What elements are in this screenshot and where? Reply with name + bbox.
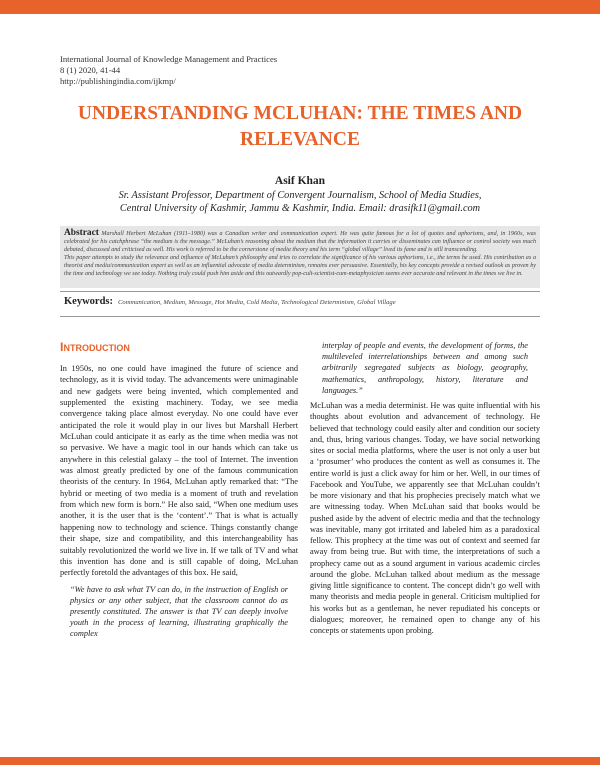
abstract-paragraph-2: This paper attempts to study the relevance and influence of McLuhan’s philosophy and tries to correlate the significance of his various aphorisms, i.e., the terms he used. His contribution as a theorist and media/communication expert as well as an influential advocate of media determinism, remains ever persuasive. Essentially, his key concepts provide a revised outlook as proven by the time and technology we see today. Nothing truly could push him aside and this outwardly pop-cult-scientist-cum-metaphysician seems ever accurate and relevant in the times we live in. xyxy=(64,255,536,278)
keywords-text: Communication, Medium, Message, Hot Media, Cold Media, Technological Determinism, Global Village xyxy=(118,299,396,306)
top-accent-bar xyxy=(0,0,600,14)
right-column xyxy=(310,340,540,636)
affiliation-line-1: Sr. Assistant Professor, Department of Convergent Journalism, School of Media Studies, xyxy=(118,190,482,201)
determinism-paragraph: McLuhan was a media determinist. He was quite influential with his thoughts about evolution and advancement of technology. He believed that technology could easily alter and condition our society and, thus, bring various changes. Today, we have social networking sites or social media platforms, where the user is not only a user but a ‘prosumer’ who produces the content as well as consumes it. The entire world is just a click away for him or her. Well, in our times of Facebook and YouTube, we apparently see that McLuhan couldn’t be more visionary and that his prophecies precisely match what we are witnessing today. When McLuhan said that books would be pushed aside by the advent of electric media and that the technology was inevitable, many got irritated and labeled him as a paradoxical fellow. This prophecy at the time was out of context and seemed far away from being true. But with time, the interpretations of such a prophecy came out as a sound argument in various academic circles around the globe. McLuhan talked about medium as the message giving little significance to content. The concept didn’t go well with many theorists and media people in general. Criticism multiplied for his works but as a gentleman, he never repudiated his concepts or dialogues; moreover, he remained open to change any of his concepts or statements upon probing. xyxy=(310,401,540,636)
journal-header xyxy=(60,54,277,87)
journal-name: International Journal of Knowledge Management and Practices xyxy=(60,54,278,64)
abstract xyxy=(64,229,536,279)
affiliation-line-2: Central University of Kashmir, Jammu & Kashmir, India. Email: drasifk11@gmail.com xyxy=(119,203,481,214)
journal-issue: 8 (1) 2020, 41-44 xyxy=(60,65,121,75)
keywords xyxy=(64,296,540,307)
left-column xyxy=(60,340,298,639)
keywords-label: Keywords: xyxy=(64,296,113,307)
abstract-paragraph-1: Marshall Herbert McLuhan (1911–1980) was a Canadian writer and communication expert. He was quite famous for a lot of quotes and aphorisms, and, in 1960s, was celebrated for his catchphrase “the medium is the message.” McLuhan’s reasoning about the medium that the information it carries or disseminates can influence or control society was much debated, discussed and criticised as well. His work is referred to be the cornerstone of media theory and his term “global village” lived its fame and is still transcending. xyxy=(64,231,537,254)
abstract-divider xyxy=(60,291,540,292)
journal-url[interactable]: http://publishingindia.com/ijkmp/ xyxy=(60,76,176,86)
article-title: UNDERSTANDING MCLUHAN: THE TIMES AND RELEVANCE xyxy=(77,103,523,150)
block-quote-end: interplay of people and events, the development of forms, the multileveled interrelationships between and among such arbitrarily segregated subjects as biology, geography, mathematics, anthropology, history, literature and languages.” xyxy=(322,341,528,395)
keywords-divider xyxy=(60,316,540,317)
author-affiliation xyxy=(70,189,530,215)
section-heading-introduction: Introduction xyxy=(60,340,130,354)
abstract-label: Abstract xyxy=(64,228,99,238)
block-quote-start: “We have to ask what TV can do, in the instruction of English or physics or any other subject, that the classroom cannot do as presently constituted. The answer is that TV can deeply involve youth in the process of learning, illustrating graphically the complex xyxy=(70,584,288,638)
intro-paragraph: In 1950s, no one could have imagined the future of science and technology, as it is vivid today. The advancements were unimaginable and new gadgets were being invented, which complemented and supplemented the existing machinery. Today, we see media convergence taking place almost everyday. No one could have ever anticipated the role it would play in our lives but Marshall Herbert McLuhan could anticipate it as early as the time when media was not so pervasive. We have a magic tool in our hands which can take us anywhere in this celestial galaxy – the tool of Internet. The invention was almost greatly predicted by one of the famous communication theorists of the century. In 1964, McLuhan aptly remarked that: “The hybrid or meeting of two media is a moment of truth and revelation from which new form is born.” He also said, “When one medium uses another, it is the user that is the ‘content’.” That is what is actually happening now to technology and science. Things constantly change their shape, size and compatibility, and this interchangeability has suitably revolutionized the world we live in. If we talk of TV and what this invention has done and is still capable of doing, McLuhan perfectly foretold the advantages of this box. He said, xyxy=(60,364,298,578)
article-author: Asif Khan xyxy=(274,175,326,187)
bottom-accent-bar xyxy=(0,757,600,765)
